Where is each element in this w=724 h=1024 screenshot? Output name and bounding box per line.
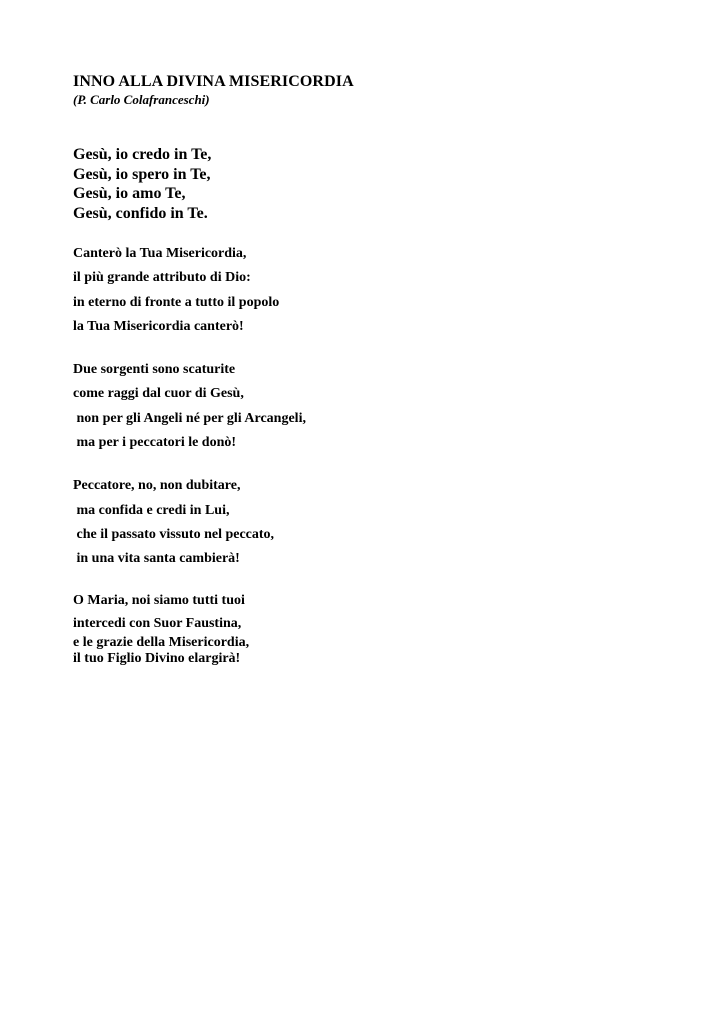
hymn-title: INNO ALLA DIVINA MISERICORDIA bbox=[73, 73, 354, 90]
verse-line: in eterno di fronte a tutto il popolo bbox=[73, 294, 280, 310]
verse-line: il più grande attributo di Dio: bbox=[73, 270, 251, 286]
prayer-line: Gesù, io spero in Te, bbox=[73, 165, 211, 183]
verse-line: Canterò la Tua Misericordia, bbox=[73, 246, 247, 261]
verse-line: intercedi con Suor Faustina, bbox=[73, 615, 242, 631]
stanza-3 bbox=[73, 474, 673, 571]
verse-line: la Tua Misericordia canterò! bbox=[73, 318, 244, 334]
verse-line: ma per i peccatori le donò! bbox=[73, 435, 237, 451]
verse-line: in una vita santa cambierà! bbox=[73, 551, 240, 567]
verse-line: che il passato vissuto nel peccato, bbox=[73, 526, 275, 542]
hymn-author: (P. Carlo Colafranceschi) bbox=[73, 92, 210, 107]
verse-line: ma confida e credi in Lui, bbox=[73, 502, 230, 518]
prayer-line: Gesù, confido in Te. bbox=[73, 204, 208, 222]
stanza-2 bbox=[73, 358, 673, 455]
stanza-1 bbox=[73, 242, 673, 339]
prayer-line: Gesù, io credo in Te, bbox=[73, 146, 212, 163]
verse-line: come raggi dal cuor di Gesù, bbox=[73, 386, 244, 402]
prayer-line: Gesù, io amo Te, bbox=[73, 185, 186, 202]
stanza-4 bbox=[73, 589, 673, 668]
document-page bbox=[73, 72, 673, 667]
verse-line: non per gli Angeli né per gli Arcangeli, bbox=[73, 410, 306, 426]
opening-prayer bbox=[73, 145, 673, 223]
verse-line: O Maria, noi siamo tutti tuoi bbox=[73, 592, 245, 608]
verse-line: il tuo Figlio Divino elargirà! bbox=[73, 651, 241, 667]
verse-line: Peccatore, no, non dubitare, bbox=[73, 478, 241, 494]
verse-line: e le grazie della Misericordia, bbox=[73, 635, 250, 651]
verse-line: Due sorgenti sono scaturite bbox=[73, 362, 236, 378]
